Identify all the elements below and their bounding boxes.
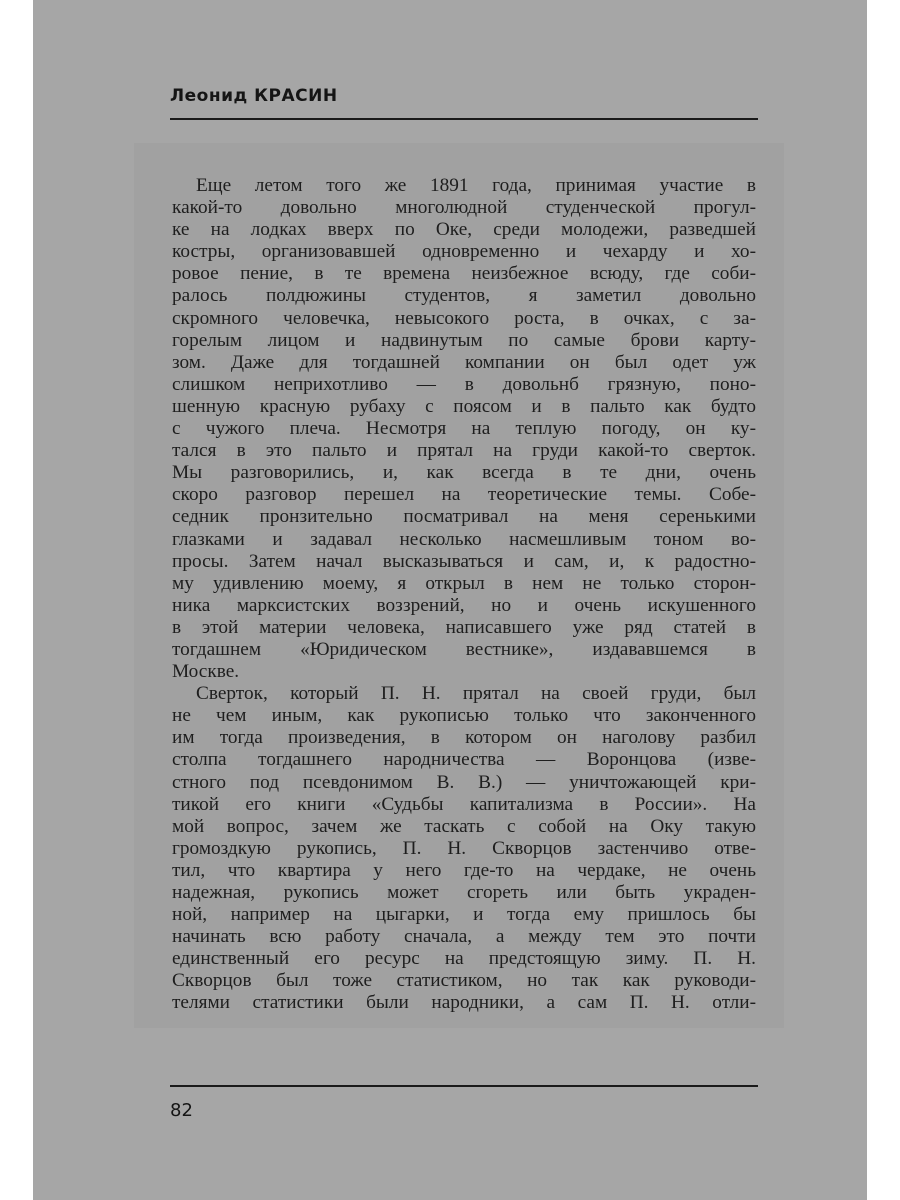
- text-line: Сверток, который П. Н. прятал на своей груди, был: [196, 683, 756, 705]
- body-text: [172, 175, 756, 1015]
- text-line: седник пронзительно посматривал на меня серенькими: [172, 506, 756, 528]
- text-line: столпа тогдашнего народничества — Воронцова (изве-: [172, 749, 756, 771]
- text-line: тогдашнем «Юридическом вестнике», издававшемся в: [172, 638, 756, 660]
- text-line: тил, что квартира у него где-то на чердаке, не очень: [172, 859, 756, 881]
- text-line: телями статистики были народники, а сам П. Н. отли-: [172, 992, 756, 1014]
- text-line: им тогда произведения, в котором он наголову разбил: [172, 727, 756, 749]
- text-line: ралось полдюжины студентов, я заметил довольно: [172, 285, 756, 307]
- text-line: громоздкую рукопись, П. Н. Скворцов застенчиво отве-: [172, 837, 756, 859]
- text-line: Еще летом того же 1891 года, принимая участие в: [196, 175, 756, 196]
- text-line: ровое пение, в те времена неизбежное всюду, где соби-: [172, 263, 756, 285]
- text-line: не чем иным, как рукописью только что законченного: [172, 705, 756, 727]
- page-number: 82: [170, 1100, 193, 1121]
- running-header-author: Леонид КРАСИН: [170, 86, 338, 106]
- text-line: надежная, рукопись может сгореть или быть украден-: [172, 882, 756, 903]
- text-line: скоро разговор перешел на теоретические темы. Собе-: [172, 484, 756, 506]
- text-line: ной, например на цыгарки, и тогда ему пришлось бы: [172, 904, 756, 926]
- header-rule: [170, 118, 758, 120]
- footer-rule: [170, 1085, 758, 1087]
- text-line: скромного человечка, невысокого роста, в очках, с за-: [172, 307, 756, 329]
- text-line: тался в это пальто и прятал на груди какой-то сверток.: [172, 440, 756, 462]
- text-line: слишком неприхотливо — в довольнб грязную, поно-: [172, 373, 756, 395]
- text-line: тикой его книги «Судьбы капитализма в России». На: [172, 793, 756, 815]
- text-line: Мы разговорились, и, как всегда в те дни, очень: [172, 462, 756, 484]
- text-line: единственный его ресурс на предстоящую зиму. П. Н.: [172, 948, 756, 970]
- text-line: в этой материи человека, написавшего уже ряд статей в: [172, 616, 756, 638]
- text-line: горелым лицом и надвинутым по самые брови карту-: [172, 329, 756, 351]
- text-line: мой вопрос, зачем же таскать с собой на Оку такую: [172, 815, 756, 837]
- text-line: начинать всю работу сначала, а между тем это почти: [172, 926, 756, 948]
- text-line: ке на лодках вверх по Оке, среди молодежи, разведшей: [172, 219, 756, 241]
- text-line: ника марксистских воззрений, но и очень искушенного: [172, 594, 756, 616]
- text-line: Москве.: [172, 661, 240, 683]
- text-line: костры, организовавшей одновременно и чехарду и хо-: [172, 241, 756, 263]
- text-line: глазками и задавал несколько насмешливым тоном во-: [172, 528, 756, 550]
- text-line: какой-то довольно многолюдной студенческой прогул-: [172, 197, 756, 219]
- text-line: стного под псевдонимом В. В.) — уничтожающей кри-: [172, 771, 756, 793]
- text-line: шенную красную рубаху с поясом и в пальто как будто: [172, 395, 756, 417]
- text-line: му удивлению моему, я открыл в нем не только сторон-: [172, 572, 756, 594]
- text-line: Скворцов был тоже статистиком, но так как руководи-: [172, 970, 756, 992]
- text-line: зом. Даже для тогдашней компании он был одет уж: [172, 351, 756, 373]
- text-line: с чужого плеча. Несмотря на теплую погоду, он ку-: [172, 418, 756, 440]
- text-line: просы. Затем начал высказываться и сам, и, к радостно-: [172, 550, 756, 572]
